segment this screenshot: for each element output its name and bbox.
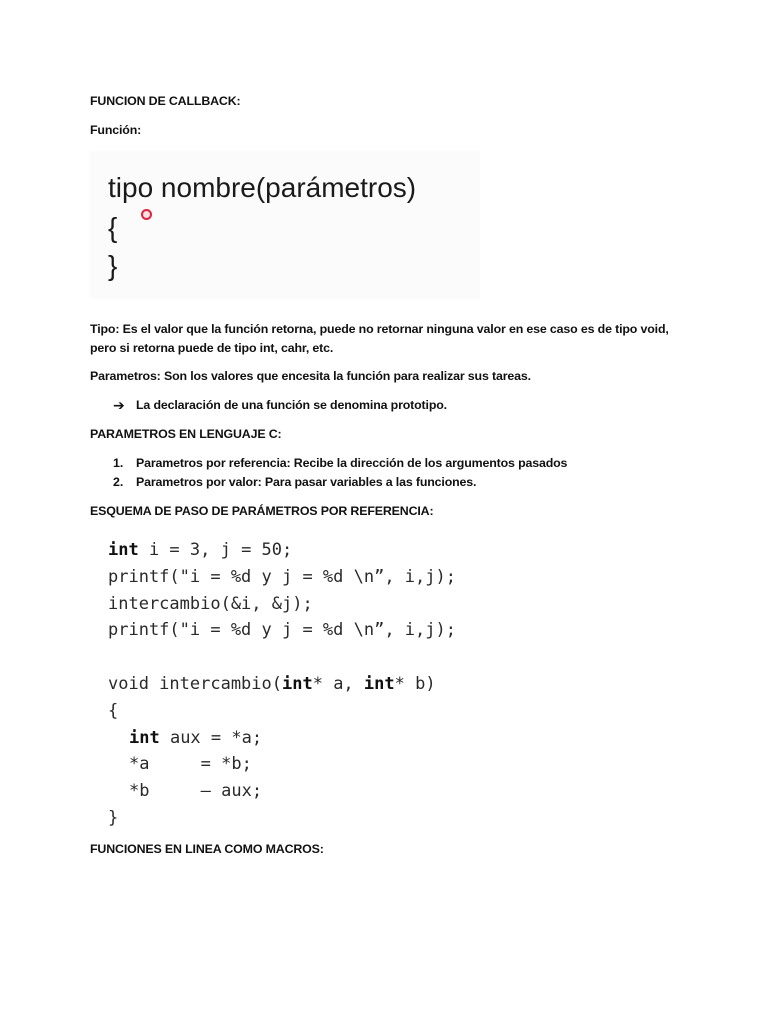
code-text: void intercambio( bbox=[108, 673, 282, 694]
code-line: printf("i = %d y j = %d \n”, i,j); bbox=[108, 620, 456, 641]
code-line bbox=[108, 537, 456, 564]
code-text: aux = *a; bbox=[159, 727, 263, 748]
code-blank-line bbox=[108, 644, 456, 671]
code-keyword: int bbox=[129, 727, 160, 748]
list-item-valor: Parametros por valor: Para pasar variables a las funciones. bbox=[136, 475, 477, 489]
code-line bbox=[108, 671, 456, 698]
paragraph-tipo: Tipo: Es el valor que la función retorna, puede no retornar ninguna valor en ese caso es de tipo void, pero si retorna puede de tipo int, cahr, etc. bbox=[90, 322, 669, 355]
code-line: *a = *b; bbox=[129, 754, 252, 775]
code-keyword: int bbox=[282, 673, 313, 694]
figure-close-brace: } bbox=[108, 250, 118, 281]
code-line: printf("i = %d y j = %d \n”, i,j); bbox=[108, 566, 456, 587]
code-line: { bbox=[108, 700, 119, 721]
list-item-referencia: Parametros por referencia: Recibe la dirección de los argumentos pasados bbox=[136, 456, 568, 470]
code-keyword: int bbox=[363, 673, 395, 694]
heading-macros: FUNCIONES EN LINEA COMO MACROS: bbox=[90, 842, 324, 856]
function-syntax-figure bbox=[90, 151, 480, 299]
code-text: * a, bbox=[312, 673, 364, 694]
figure-signature: tipo nombre(parámetros) bbox=[108, 172, 417, 203]
arrow-bullet-icon: ➔ bbox=[113, 397, 125, 413]
code-text: i = 3, j = 50; bbox=[138, 540, 293, 560]
heading-callback: FUNCION DE CALLBACK: bbox=[90, 94, 241, 108]
code-line: } bbox=[108, 807, 119, 828]
code-keyword: int bbox=[108, 540, 139, 560]
list-number-1: 1. bbox=[113, 456, 124, 470]
figure-open-brace: { bbox=[108, 212, 118, 243]
code-line: *b — aux; bbox=[129, 781, 263, 802]
heading-parametros-c: PARAMETROS EN LENGUAJE C: bbox=[90, 427, 282, 441]
heading-funcion: Función: bbox=[90, 123, 142, 137]
paragraph-parametros: Parametros: Son los valores que encesita la función para realizar sus tareas. bbox=[90, 369, 531, 383]
bullet-prototipo: La declaración de una función se denomina prototipo. bbox=[136, 398, 447, 412]
code-line: intercambio(&i, &j); bbox=[108, 593, 313, 614]
list-number-2: 2. bbox=[113, 475, 124, 489]
code-line bbox=[108, 725, 456, 752]
code-block bbox=[108, 537, 456, 832]
code-text: * b) bbox=[394, 673, 436, 694]
heading-esquema: ESQUEMA DE PASO DE PARÁMETROS POR REFERENCIA: bbox=[90, 504, 434, 518]
cursor-dot-icon bbox=[141, 209, 152, 220]
